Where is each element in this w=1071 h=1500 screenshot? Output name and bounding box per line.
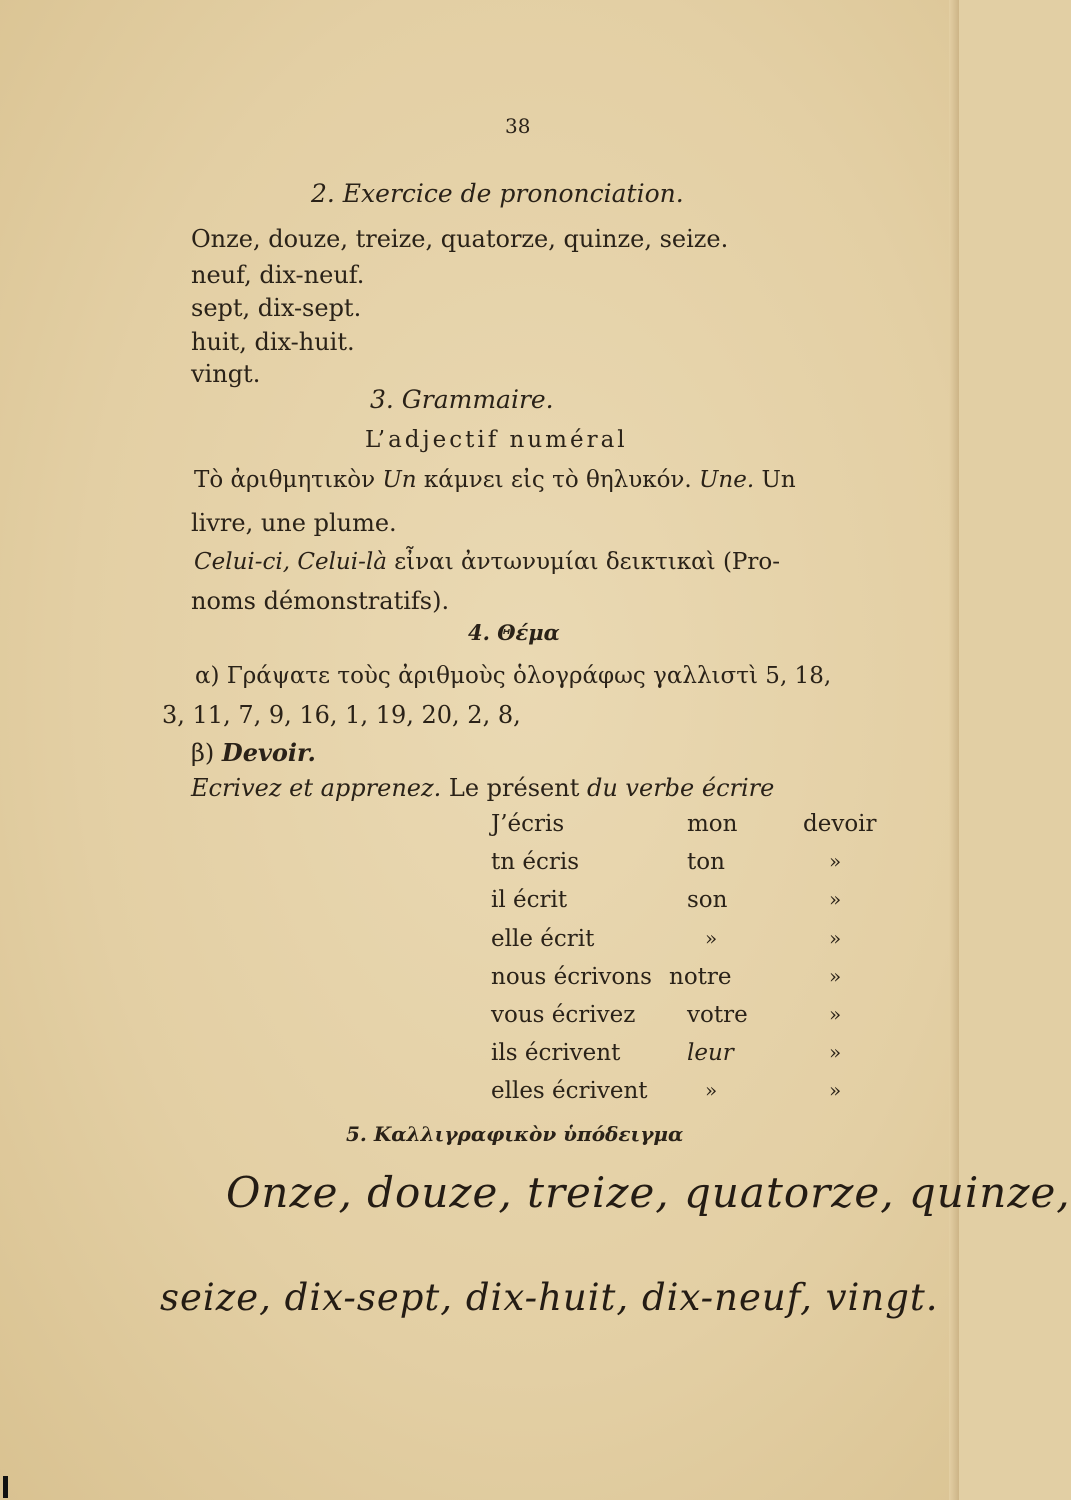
conjugation-noun: »: [829, 1040, 842, 1064]
conjugation-verb: tn écris: [491, 849, 580, 875]
greek-text: εἶναι ἀντωνυμίαι δεικτικαὶ (Pro-: [394, 549, 781, 575]
conjugation-noun: »: [829, 887, 842, 911]
conjugation-possessive: mon: [687, 811, 738, 837]
grammar-line-3: [194, 549, 780, 575]
conjugation-verb: ils écrivent: [491, 1040, 621, 1066]
conjugation-possessive: ton: [687, 849, 725, 875]
conjugation-row: [491, 964, 911, 996]
term-celui: Celui-ci, Celui-là: [194, 549, 387, 575]
devoir-heading: Devoir.: [221, 738, 316, 767]
pronunciation-line-3: sept, dix-sept.: [191, 294, 362, 322]
pronunciation-line-1: Onze, douze, treize, quatorze, quinze, seize.: [191, 225, 729, 253]
conjugation-verb: il écrit: [491, 887, 568, 913]
grammar-line-1: [194, 467, 796, 493]
section-3-subtitle: L’adjectif numéral: [365, 427, 628, 453]
conjugation-possessive: son: [687, 887, 728, 913]
conjugation-noun: »: [829, 1078, 842, 1102]
conjugation-row: [491, 926, 911, 958]
page-number: 38: [505, 114, 531, 138]
beta-label: β): [191, 739, 215, 767]
conjugation-noun: »: [829, 1002, 842, 1026]
pronunciation-line-5: vingt.: [191, 360, 261, 388]
conjugation-noun: »: [829, 926, 842, 950]
exercise-alpha-line-2: 3, 11, 7, 9, 16, 1, 19, 20, 2, 8,: [162, 701, 521, 729]
grammar-line-2: livre, une plume.: [191, 509, 397, 537]
conjugation-possessive: »: [705, 1078, 718, 1102]
conjugation-possessive: notre: [669, 964, 732, 990]
conjugation-row: [491, 1002, 911, 1034]
conjugation-noun: »: [829, 849, 842, 873]
term-une: Une.: [699, 467, 755, 493]
conjugation-row: [491, 887, 911, 919]
section-4-title: 4. Θέμα: [468, 620, 560, 645]
greek-text: Τὸ ἀριθμητικὸν: [194, 467, 376, 493]
binding-mark: [3, 1476, 8, 1498]
conjugation-noun: »: [829, 964, 842, 988]
section-2-title: 2. Exercice de prononciation.: [311, 179, 684, 208]
conjugation-row: [491, 1040, 911, 1072]
instruction-text: Le présent: [448, 774, 580, 802]
calligraphy-line-1: Onze, douze, treize, quatorze, quinze,: [226, 1168, 1071, 1217]
conjugation-verb: vous écrivez: [491, 1002, 636, 1028]
grammar-line-4: noms démonstratifs).: [191, 587, 450, 615]
conjugation-verb: nous écrivons: [491, 964, 652, 990]
instruction-italic: Ecrivez et apprenez.: [191, 774, 442, 802]
exercise-alpha-line-1: α) Γράψατε τοὺς ἀριθμοὺς ὁλογράφως γαλλιστὶ 5, 18,: [195, 663, 832, 689]
pronunciation-line-4: huit, dix-huit.: [191, 328, 355, 356]
conjugation-row: [491, 849, 911, 881]
conjugation-possessive: »: [705, 926, 718, 950]
term-un: Un: [382, 467, 417, 493]
instruction-italic-end: du verbe écrire: [586, 774, 775, 802]
example-text: Un: [761, 467, 796, 493]
exercise-instruction: [191, 773, 774, 803]
conjugation-verb: elles écrivent: [491, 1078, 648, 1104]
section-3-title: 3. Grammaire.: [370, 385, 554, 414]
pronunciation-line-2: neuf, dix-neuf.: [191, 261, 365, 289]
conjugation-verb: elle écrit: [491, 926, 595, 952]
exercise-beta-line: [191, 738, 316, 768]
conjugation-verb: J’écris: [491, 811, 565, 837]
greek-text: κάμνει εἰς τὸ θηλυκόν.: [423, 467, 692, 493]
conjugation-possessive: leur: [687, 1040, 734, 1066]
conjugation-possessive: votre: [687, 1002, 748, 1028]
page-edge: [949, 0, 959, 1500]
conjugation-row: [491, 811, 911, 843]
conjugation-row: [491, 1078, 911, 1110]
conjugation-noun: devoir: [803, 811, 877, 837]
calligraphy-line-2: seize, dix-sept, dix-huit, dix-neuf, vingt.: [160, 1276, 939, 1319]
section-5-title: 5. Καλλιγραφικὸν ὑπόδειγμα: [346, 1122, 684, 1146]
